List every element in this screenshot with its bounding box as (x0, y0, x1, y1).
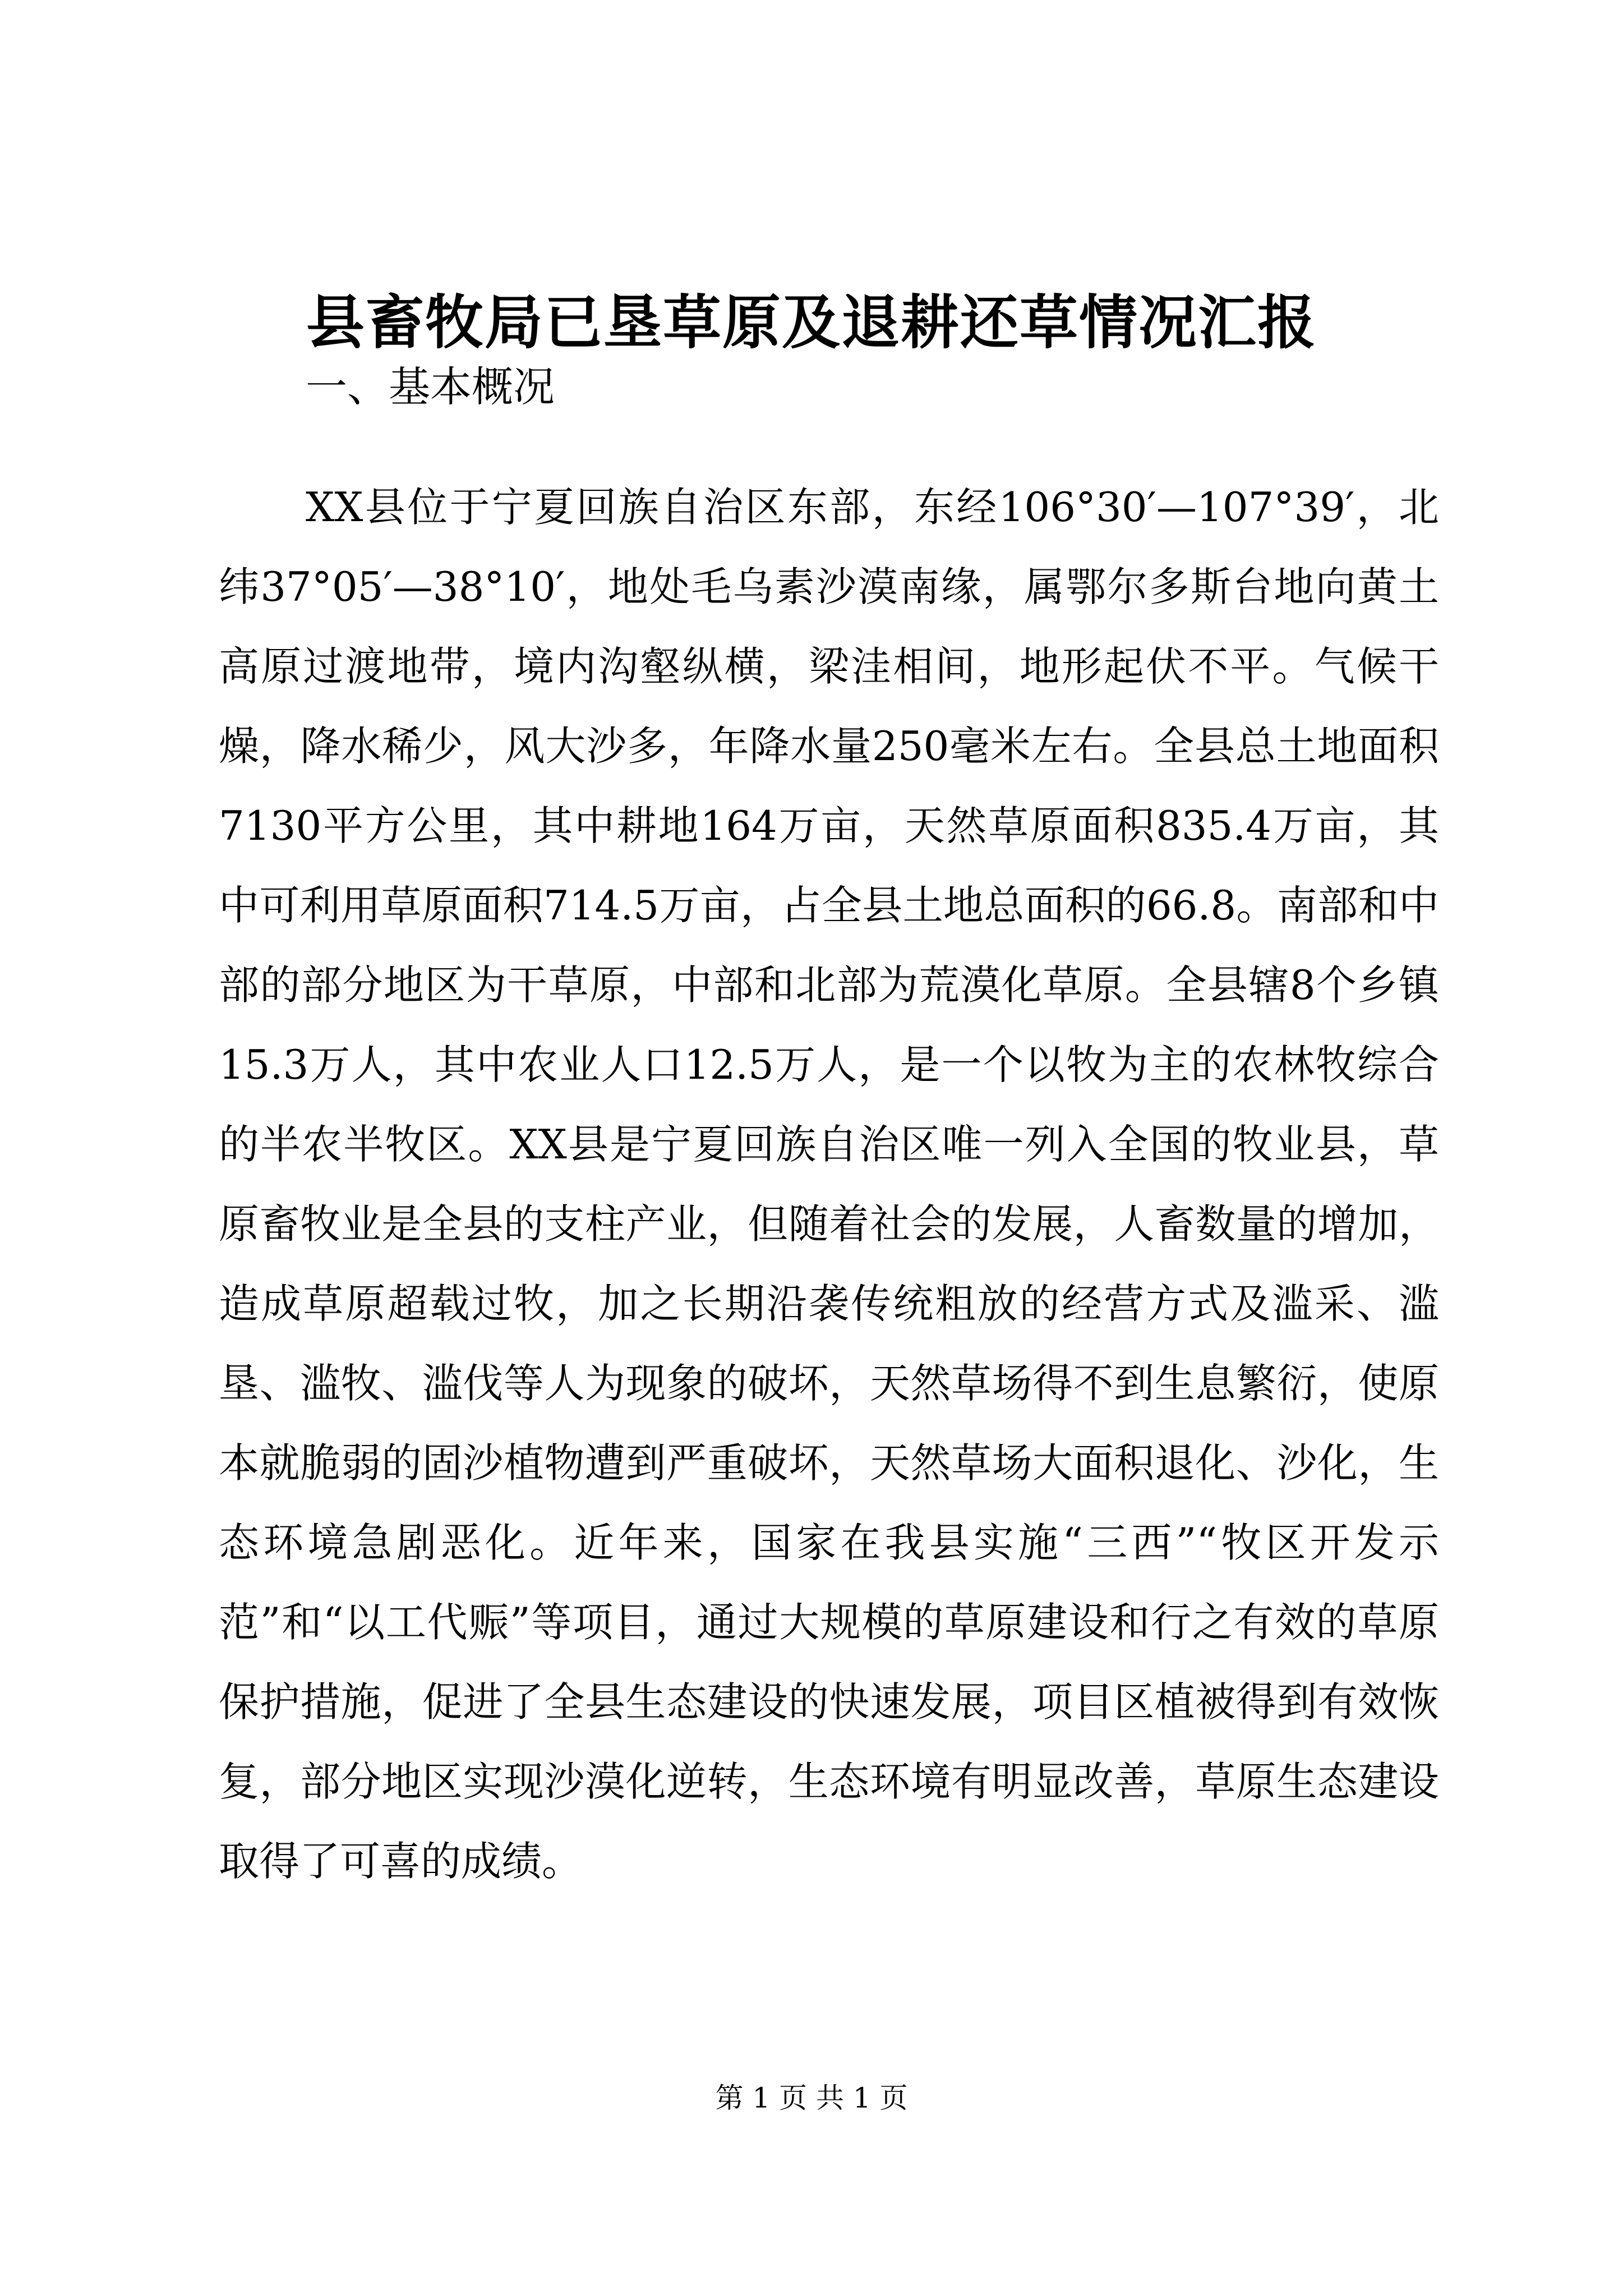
body-paragraph: XX县位于宁夏回族自治区东部，东经106°30′—107°39′，北纬37°05′—38°10′，地处毛乌素沙漠南缘，属鄂尔多斯台地向黄土高原过渡地带，境内沟壑纵横，梁洼相间，地形起伏不平。气候干燥，降水稀少，风大沙多，年降水量250毫米左右。全县总土地面积7130平方公里，其中耕地164万亩，天然草原面积835.4万亩，其中可利用草原面积714.5万亩，占全县土地总面积的66.8。南部和中部的部分地区为干草原，中部和北部为荒漠化草原。全县辖8个乡镇15.3万人，其中农业人口12.5万人，是一个以牧为主的农林牧综合的半农半牧区。XX县是宁夏回族自治区唯一列入全国的牧业县，草原畜牧业是全县的支柱产业，但随着社会的发展，人畜数量的增加，造成草原超载过牧，加之长期沿袭传统粗放的经营方式及滥采、滥垦、滥牧、滥伐等人为现象的破坏，天然草场得不到生息繁衍，使原本就脆弱的固沙植物遭到严重破坏，天然草场大面积退化、沙化，生态环境急剧恶化。近年来，国家在我县实施“三西”“牧区开发示范”和“以工代赈”等项目，通过大规模的草原建设和行之有效的草原保护措施，促进了全县生态建设的快速发展，项目区植被得到有效恢复，部分地区实现沙漠化逆转，生态环境有明显改善，草原生态建设取得了可喜的成绩。 (219, 484, 1439, 1885)
document-title: 县畜牧局已垦草原及退耕还草情况汇报 (306, 288, 1317, 357)
section-heading: 一、基本概况 (306, 363, 555, 411)
page-number-footer: 第 1 页 共 1 页 (715, 2082, 908, 2114)
